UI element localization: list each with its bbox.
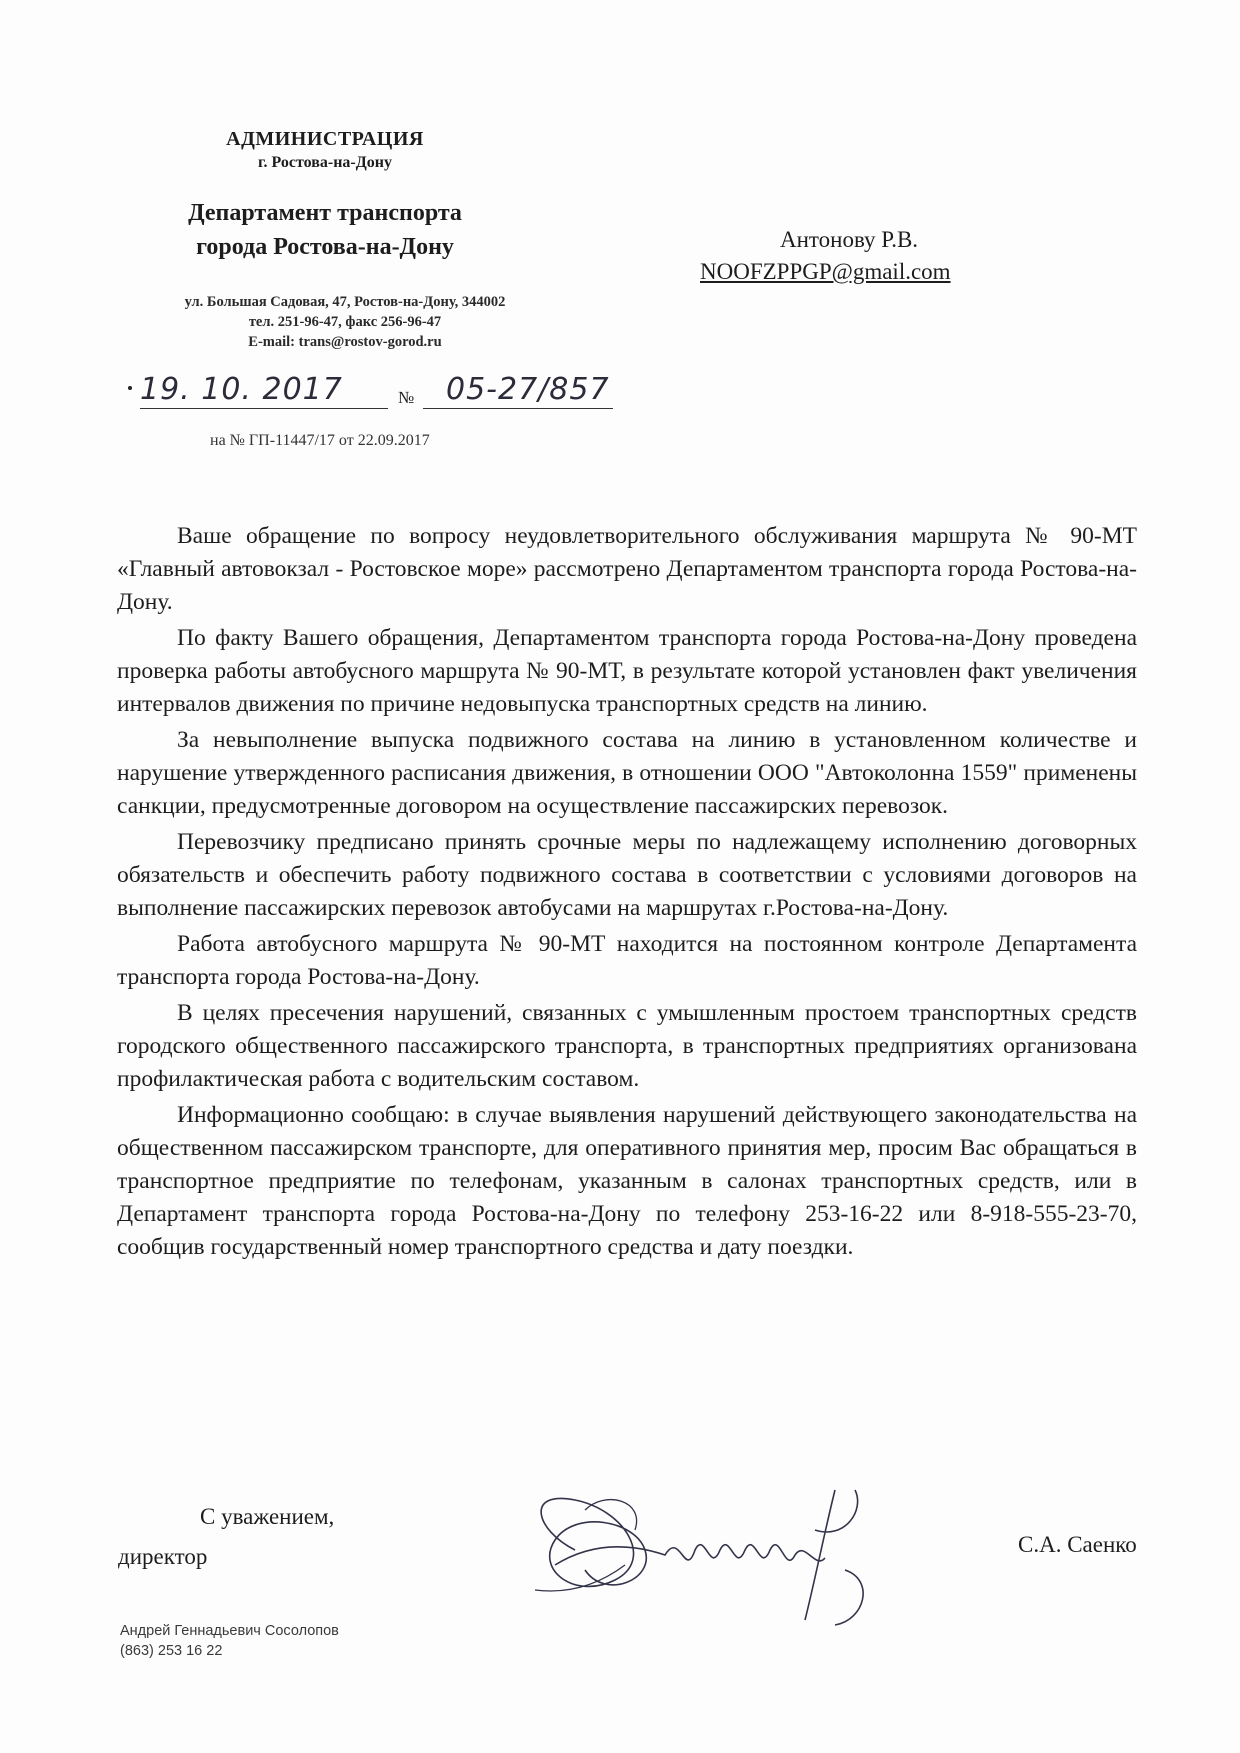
letterhead [115,126,535,264]
addressee [700,224,1120,288]
signature-position: директор [118,1544,208,1569]
registration-date: 19. 10. 2017 [140,372,343,407]
signatory-name: С.А. Саенко [1018,1532,1137,1557]
department-line-2: города Ростова-на-Дону [196,234,454,260]
addressee-name: Антонову Р.В. [780,227,919,252]
number-underline [423,408,613,409]
registration-dot [128,386,132,390]
letter-body [117,520,1137,1267]
body-paragraph: Ваше обращение по вопросу неудовлетворительного обслуживания маршрута № 90-МТ «Главный автовокзал - Ростовское море» рассмотрено Департаментом транспорта города Ростова-на-Дону. [117,523,1137,615]
body-paragraph: В целях пресечения нарушений, связанных с умышленным простоем транспортных средств городского общественного пассажирского транспорта, в транспортных предприятиях организована профилактическая работа с водительским составом. [117,1000,1137,1092]
letterhead-city: г. Ростова-на-Дону [258,154,392,171]
letterhead-admin: АДМИНИСТРАЦИЯ [226,128,424,150]
body-paragraph: За невыполнение выпуска подвижного состава на линию в установленном количестве и нарушение утвержденного расписания движения, в отношении ООО "Автоколонна 1559" применены санкции, предусмотренные договором на осуществление пассажирских перевозок. [117,727,1137,819]
letterhead-contacts [135,292,555,352]
addressee-email: NOOFZPPGP@gmail.com [700,259,951,284]
letterhead-phones: тел. 251-96-47, факс 256-96-47 [248,314,442,330]
signature-greeting: С уважением, [200,1504,335,1529]
registration-number: 05-27/857 [446,372,610,407]
department-line-1: Департамент транспорта [188,200,462,226]
performer-name: Андрей Геннадьевич Сосолопов [120,1623,339,1639]
date-underline [140,408,388,409]
performer-info [120,1621,339,1661]
body-paragraph: Перевозчику предписано принять срочные меры по надлежащему исполнению договорных обязательств и обеспечить работу подвижного состава в соответствии с условиями договоров на выполнение пассажирских перевозок автобусами на маршрутах г.Ростова-на-Дону. [117,829,1137,921]
body-paragraph: Работа автобусного маршрута № 90-МТ находится на постоянном контроле Департамента транспорта города Ростова-на-Дону. [117,931,1137,990]
registration-number-label: № [398,388,415,407]
letterhead-department [115,196,535,264]
letterhead-address: ул. Большая Садовая, 47, Ростов-на-Дону, 344002 [184,294,506,310]
letterhead-email: E-mail: trans@rostov-gorod.ru [248,334,442,350]
registration-line [128,372,618,412]
body-paragraph: Информационно сообщаю: в случае выявления нарушений действующего законодательства на общественном пассажирском транспорте, для оперативного принятия мер, просим Вас обращаться в транспортное предприятие по телефонам, указанным в салонах транспортных средств, или в Департамент транспорта города Ростова-на-Дону по телефону 253-16-22 или 8-918-555-23-70, сообщив государственный номер транспортного средства и дату поездки. [117,1102,1137,1260]
handwritten-signature [515,1470,945,1640]
body-paragraph: По факту Вашего обращения, Департаментом транспорта города Ростова-на-Дону проведена проверка работы автобусного маршрута № 90-МТ, в результате которой установлен факт увеличения интервалов движения по причине недовыпуска транспортных средств на линию. [117,625,1137,717]
reference-line: на № ГП-11447/17 от 22.09.2017 [210,432,430,449]
performer-phone: (863) 253 16 22 [120,1643,223,1659]
